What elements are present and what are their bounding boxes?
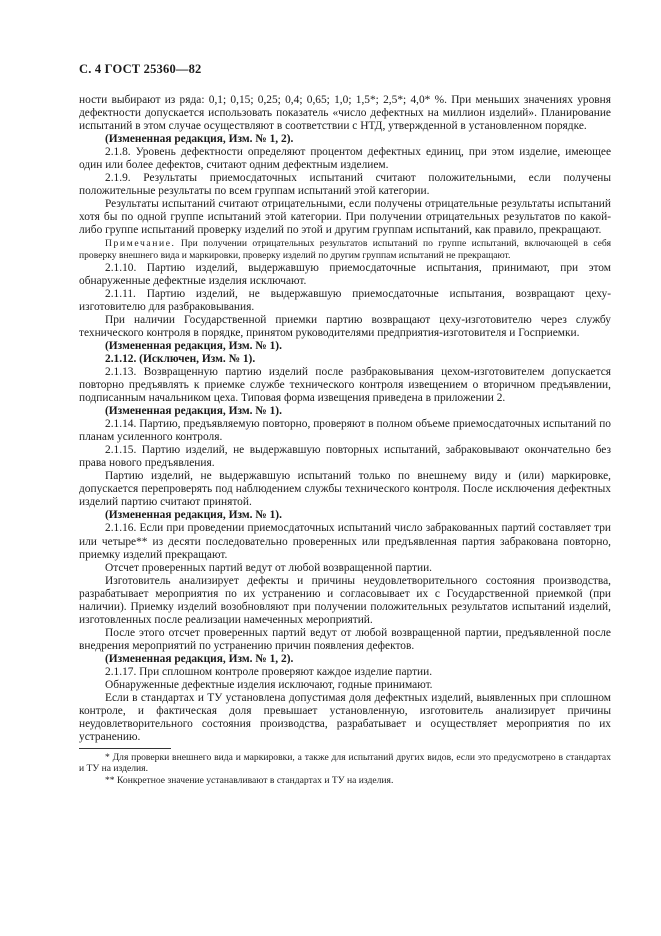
note-label: Примечание. — [105, 237, 176, 249]
clause-2-1-11: 2.1.11. Партию изделий, не выдержавшую приемосдаточные испытания, возвращают цеху-изготовителю для разбраковывания. — [79, 287, 611, 313]
paragraph: Обнаруженные дефектные изделия исключают, годные принимают. — [105, 679, 433, 692]
amendment-note: (Измененная редакция, Изм. № 1, 2). — [105, 133, 294, 146]
paragraph: Результаты испытаний считают отрицательными, если получены отрицательные результаты испытаний хотя бы по одной группе испытаний этой категории. При получении отрицательных результатов по какой-либо группе испытаний проверку изделий по этой и другим группам испытаний, как правило, прекращают. — [79, 198, 611, 237]
page-header: С. 4 ГОСТ 25360—82 — [79, 62, 202, 76]
paragraph: После этого отсчет проверенных партий ведут от любой возвращенной партии, предъявленной после внедрения мероприятий по устранению причин появления дефектов. — [79, 626, 611, 652]
amendment-note: (Измененная редакция, Изм. № 1). — [105, 509, 282, 522]
note-block — [79, 238, 611, 262]
clause-2-1-8: 2.1.8. Уровень дефектности определяют процентом дефектных единиц, при этом изделие, имеющее один или более дефектов, считают одним дефектным изделием. — [79, 146, 611, 172]
clause-2-1-13: 2.1.13. Возвращенную партию изделий после разбраковывания цехом-изготовителем допускается повторно предъявлять к приемке службе технического контроля извещением о вторичном предъявлении, подписанным начальником цеха. Типовая форма извещения приведена в приложении 2. — [79, 365, 611, 404]
main-text — [79, 94, 611, 786]
paragraph: ности выбирают из ряда: 0,1; 0,15; 0,25; 0,4; 0,65; 1,0; 1,5*; 2,5*; 4,0* %. При меньших значениях уровня дефектности допускается использовать показатель «число дефектных на миллион изделий». Планирование испытаний в этом случае осуществляют в соответствии с НТД, утвержденной в установленном порядке. — [79, 94, 611, 133]
footnote-divider — [79, 748, 171, 749]
paragraph: Партию изделий, не выдержавшую испытаний только по внешнему виду и (или) маркировке, допускается перепроверять под наблюдением службы технического контроля. После исключения дефектных изделий партию считают принятой. — [79, 470, 611, 509]
amendment-note: (Измененная редакция, Изм. № 1). — [105, 339, 282, 352]
clause-2-1-12: 2.1.12. (Исключен, Изм. № 1). — [105, 352, 256, 365]
footnote: * Для проверки внешнего вида и маркировки, а также для испытаний других видов, если это предусмотрено в стандартах и ТУ на изделия. — [79, 752, 611, 775]
paragraph: Если в стандартах и ТУ установлена допустимая доля дефектных изделий, выявленных при сплошном контроле, и фактическая доля превышает установленную, изготовитель анализирует причины неудовлетворительного состояния производства, разрабатывает и осуществляет мероприятия по их устранению. — [79, 692, 611, 744]
paragraph: Отсчет проверенных партий ведут от любой возвращенной партии. — [105, 561, 433, 574]
clause-2-1-14: 2.1.14. Партию, предъявляемую повторно, проверяют в полном объеме приемосдаточных испытаний по планам усиленного контроля. — [79, 418, 611, 444]
clause-2-1-9: 2.1.9. Результаты приемосдаточных испытаний считают положительными, если получены положительные результаты по всем группам испытаний этой категории. — [79, 172, 611, 198]
paragraph: Изготовитель анализирует дефекты и причины неудовлетворительного состояния производства, разрабатывает мероприятия по их устранению и согласовывает их с Государственной приемкой (при наличии). Приемку изделий возобновляют при получении положительных результатов испытаний изделий, изготовленных после реализации намеченных мероприятий. — [79, 574, 611, 626]
clause-2-1-17: 2.1.17. При сплошном контроле проверяют каждое изделие партии. — [105, 665, 433, 678]
amendment-note: (Измененная редакция, Изм. № 1). — [105, 405, 282, 418]
clause-2-1-15: 2.1.15. Партию изделий, не выдержавшую повторных испытаний, забраковывают окончательно без права нового предъявления. — [79, 444, 611, 470]
amendment-note: (Измененная редакция, Изм. № 1, 2). — [105, 652, 294, 665]
footnote: ** Конкретное значение устанавливают в стандартах и ТУ на изделия. — [105, 774, 394, 786]
paragraph: При наличии Государственной приемки партию возвращают цеху-изготовителю через службу технического контроля в порядке, принятом руководителями предприятия-изготовителя и Госприемки. — [79, 313, 611, 339]
clause-2-1-10: 2.1.10. Партию изделий, выдержавшую приемосдаточные испытания, принимают, при этом обнаруженные дефектные изделия исключают. — [79, 261, 611, 287]
clause-2-1-16: 2.1.16. Если при проведении приемосдаточных испытаний число забракованных партий составляет три или четыре** из десяти последовательно проверенных или предъявленная партия забракована повторно, приемку изделий прекращают. — [79, 522, 611, 561]
note-text: При получении отрицательных результатов испытаний по группе испытаний, включающей в себя проверку внешнего вида и маркировки, проверку изделий по другим группам испытаний не прекращают. — [79, 237, 611, 261]
